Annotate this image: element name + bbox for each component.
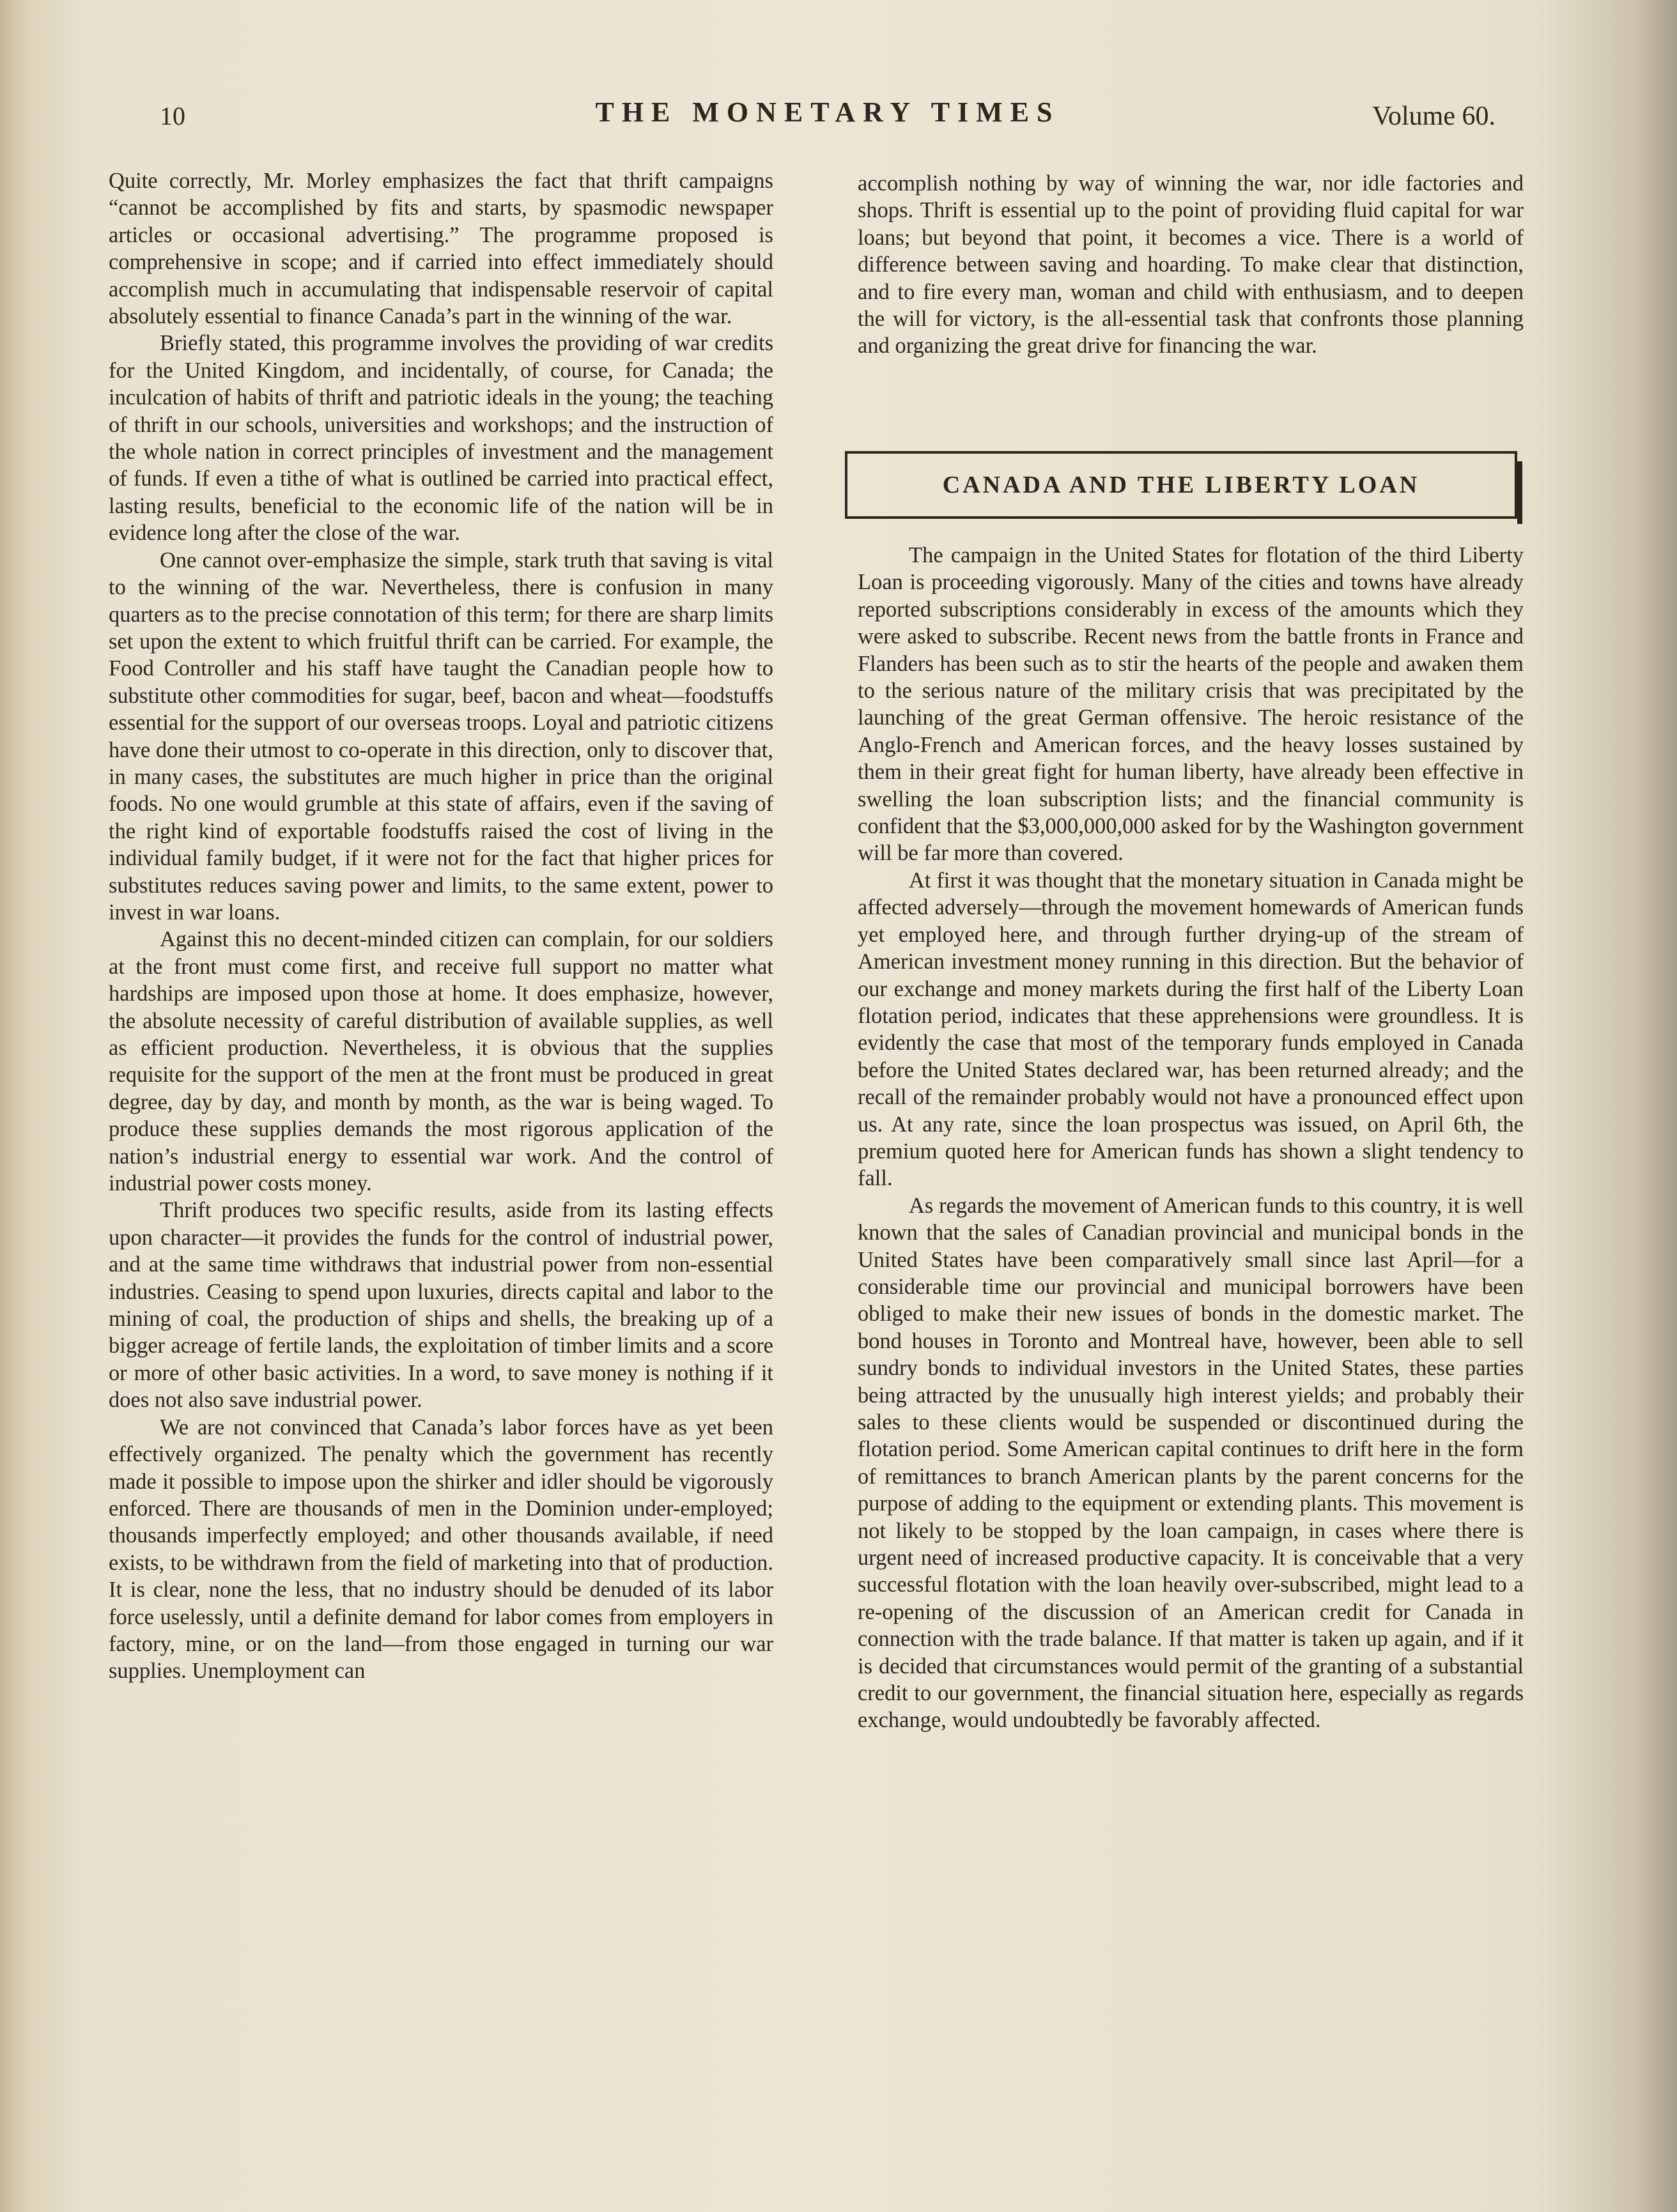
paragraph: accomplish nothing by way of winning the war, nor idle factories and shops. Thrift is essential up to the point of providing fluid capital for war loans; but beyond that point, it becomes a vice. There is a world of difference between saving and hoarding. To make clear that distinction, and to fire every man, woman and child with enthusiasm, and to deepen the will for victory, is the all-essential task that confronts those planning and organizing the great drive for financing the war. — [858, 171, 1524, 358]
section-heading-box — [845, 451, 1517, 519]
page-number: 10 — [160, 102, 185, 130]
paragraph: Against this no decent-minded citizen can complain, for our soldiers at the front must come first, and receive full support no matter what hardships are imposed upon those at home. It does emphasize, however, the absolute necessity of careful distribution of available supplies, as well as efficient production. Nevertheless, it is obvious that the supplies requisite for the support of the men at the front must be produced in great degree, day by day, and month by month, as the war is being waged. To produce these supplies demands the most rigorous application of the nation’s industrial energy to essential war work. And the control of industrial power costs money. — [109, 927, 773, 1196]
paragraph: We are not convinced that Canada’s labor forces have as yet been effectively organized. The penalty which the government has recently made it possible to impose upon the shirker and idler should be vigorously enforced. There are thousands of men in the Dominion under-employed; thousands imperfectly employed; and other thousands available, if need exists, to be withdrawn from the field of marketing into that of production. It is clear, none the less, that no industry should be denuded of its labor force uselessly, until a definite demand for labor comes from employers in factory, mine, or on the land—from those engaged in turning our war supplies. Unemployment can — [109, 1415, 773, 1684]
paragraph: The campaign in the United States for flotation of the third Liberty Loan is proceeding vigorously. Many of the cities and towns have already reported subscriptions considerably in excess of the amounts which they were asked to subscribe. Recent news from the battle fronts in France and Flanders has been such as to stir the hearts of the people and awaken them to the serious nature of the military crisis that was precipitated by the launching of the great German offensive. The heroic resistance of the Anglo-French and American forces, and the heavy losses sustained by them in their great fight for human liberty, have already been effective in swelling the loan subscription lists; and the financial community is confident that the $3,000,000,000 asked for by the Washington government will be far more than covered. — [858, 543, 1524, 866]
paragraph: Thrift produces two specific results, aside from its lasting effects upon character—it provides the funds for the control of industrial power, and at the same time withdraws that industrial power from non-essential industries. Ceasing to spend upon luxuries, directs capital and labor to the mining of coal, the production of ships and shells, the breaking up of a bigger acreage of fertile lands, the exploitation of timber limits and a score or more of other basic activities. In a word, to save money is nothing if it does not also save industrial power. — [109, 1198, 773, 1413]
section-heading: CANADA AND THE LIBERTY LOAN — [942, 472, 1420, 498]
journal-title: THE MONETARY TIMES — [595, 96, 1060, 128]
paragraph: Briefly stated, this programme involves the providing of war credits for the United Kingdom, and incidentally, of course, for Canada; the inculcation of habits of thrift and patriotic ideals in the young; the teaching of thrift in our schools, universities and workshops; and the instruction of the whole nation in correct principles of investment and the management of funds. If even a tithe of what is outlined be carried into practical effect, lasting results, beneficial to the economic life of the nation will be in evidence long after the close of the war. — [109, 331, 773, 546]
right-column-top — [858, 170, 1524, 360]
paragraph: One cannot over-emphasize the simple, stark truth that saving is vital to the winning of the war. Nevertheless, there is confusion in many quarters as to the precise connotation of this term; for there are sharp limits set upon the extent to which fruitful thrift can be carried. For example, the Food Controller and his staff have taught the Canadian people how to substitute other commodities for sugar, beef, bacon and wheat—foodstuffs essential for the support of our overseas troops. Loyal and patriotic citizens have done their utmost to co-operate in this direction, only to discover that, in many cases, the substitutes are much higher in price than the original foods. No one would grumble at this state of affairs, even if the saving of the right kind of exportable foodstuffs raised the cost of living in the individual family budget, if it were not for the fact that higher prices for substitutes reduces saving power and limits, to the same extent, power to invest in war loans. — [109, 548, 773, 925]
right-column-body — [858, 542, 1524, 1734]
left-column — [109, 167, 773, 1685]
paragraph: Quite correctly, Mr. Morley emphasizes the fact that thrift campaigns “cannot be accomplished by fits and starts, by spasmodic newspaper articles or occasional advertising.” The programme proposed is comprehensive in scope; and if carried into effect immediately should accomplish much in accumulating that indispensable reservoir of capital absolutely essential to finance Canada’s part in the winning of the war. — [109, 169, 773, 329]
page-header — [160, 96, 1495, 141]
paragraph: At first it was thought that the monetary situation in Canada might be affected adversely—through the movement homewards of American funds yet employed here, and through further drying-up of the stream of American investment money running in this direction. But the behavior of our exchange and money markets during the first half of the Liberty Loan flotation period, indicates that these apprehensions were groundless. It is evidently the case that most of the temporary funds employed in Canada before the United States declared war, has been returned already; and the recall of the remainder probably would not have a pronounced effect upon us. At any rate, since the loan prospectus was issued, on April 6th, the premium quoted here for American funds has shown a slight tendency to fall. — [858, 868, 1524, 1191]
paragraph: As regards the movement of American funds to this country, it is well known that the sales of Canadian provincial and municipal bonds in the United States have been comparatively small since last April—for a considerable time our provincial and municipal borrowers have been obliged to make their new issues of bonds in the domestic market. The bond houses in Toronto and Montreal have, however, been able to sell sundry bonds to individual investors in the United States, these parties being attracted by the unusually high interest yields; and probably their sales to these clients would be suspended or discontinued during the flotation period. Some American capital continues to drift here in the form of remittances to branch American plants by the parent concerns for the purpose of adding to the equipment or extending plants. This movement is not likely to be stopped by the loan campaign, in cases where there is urgent need of increased productive capacity. It is conceivable that a very successful flotation with the loan heavily over-subscribed, might lead to a re-opening of the discussion of an American credit for Canada in connection with the trade balance. If that matter is taken up again, and if it is decided that circumstances would permit of the granting of a substantial credit to our government, the financial situation here, especially as regards exchange, would undoubtedly be favorably affected. — [858, 1193, 1524, 1733]
volume-label: Volume 60. — [1372, 102, 1495, 131]
